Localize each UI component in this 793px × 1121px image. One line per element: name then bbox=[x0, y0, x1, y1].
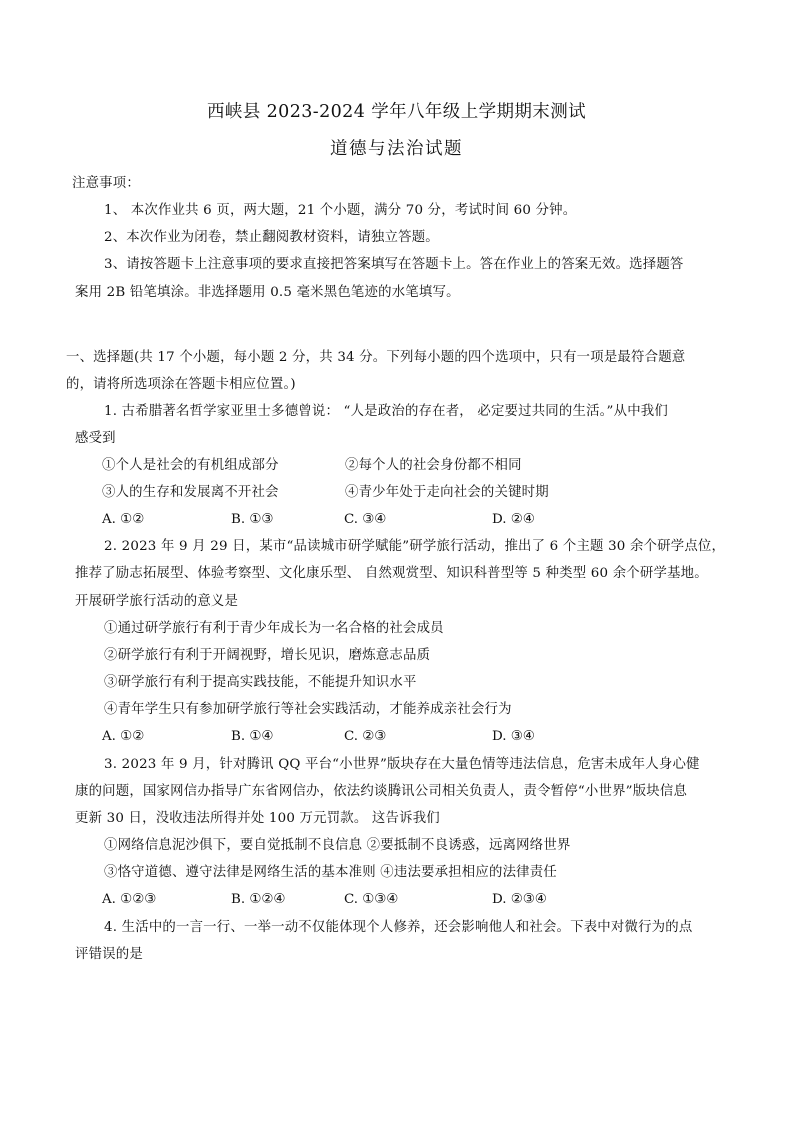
q1-option-d: D. ②④ bbox=[492, 512, 535, 527]
q3-option-b: B. ①②④ bbox=[231, 892, 286, 907]
q2-stem: 2. 2023 年 9 月 29 日，某市“品读城市研学赋能”研学旅行活动，推出了 6 个主题 30 余个研学点位， bbox=[104, 539, 726, 554]
notice-heading: 注意事项： bbox=[72, 176, 140, 191]
q3-statements-3-4: ③恪守道德、遵守法律是网络生活的基本准则 ④违法要承担相应的法律责任 bbox=[104, 865, 557, 880]
q1-stem-cont: 感受到 bbox=[75, 431, 116, 446]
q3-stem-cont-2: 更新 30 日，没收违法所得并处 100 万元罚款。 这告诉我们 bbox=[75, 811, 440, 826]
q1-option-b: B. ①③ bbox=[231, 512, 274, 527]
q1-option-a: A. ①② bbox=[102, 512, 145, 527]
q1-statement-3: ③人的生存和发展离不开社会 bbox=[102, 485, 279, 500]
q3-option-a: A. ①②③ bbox=[102, 892, 157, 907]
q2-statement-1: ①通过研学旅行有利于青少年成长为一名合格的社会成员 bbox=[104, 621, 444, 636]
exam-title: 西峡县 2023-2024 学年八年级上学期期末测试 bbox=[206, 102, 586, 122]
q2-stem-cont-1: 推荐了励志拓展型、体验考察型、文化康乐型、 自然观赏型、知识科普型等 5 种类型 60 余个研学基地。 bbox=[75, 566, 708, 581]
q3-option-d: D. ②③④ bbox=[492, 892, 547, 907]
q4-stem: 4. 生活中的一言一行、一举一动不仅能体现个人修养，还会影响他人和社会。下表中对微行为的点 bbox=[104, 920, 693, 935]
notice-item-3-cont: 案用 2B 铅笔填涂。非选择题用 0.5 毫米黑色笔迹的水笔填写。 bbox=[75, 285, 460, 300]
notice-item-2: 2、本次作业为闭卷，禁止翻阅教材资料，请独立答题。 bbox=[104, 230, 439, 245]
q3-option-c: C. ①③④ bbox=[344, 892, 399, 907]
q2-option-c: C. ②③ bbox=[344, 729, 387, 744]
q3-stem-cont-1: 康的问题，国家网信办指导广东省网信办，依法约谈腾讯公司相关负责人，责令暂停“小世界”版块信息 bbox=[75, 784, 688, 799]
q4-stem-cont: 评错误的是 bbox=[75, 947, 143, 962]
q1-statement-1: ①个人是社会的有机组成部分 bbox=[102, 458, 279, 473]
notice-item-3: 3、请按答题卡上注意事项的要求直接把答案填写在答题卡上。答在作业上的答案无效。选择题答 bbox=[104, 257, 684, 272]
q3-statements-1-2: ①网络信息泥沙俱下，要自觉抵制不良信息 ②要抵制不良诱惑，远离网络世界 bbox=[104, 838, 571, 853]
section-heading: 一、选择题(共 17 个小题，每小题 2 分，共 34 分。下列每小题的四个选项中，只有一项是最符合题意 bbox=[66, 350, 686, 365]
exam-subtitle: 道德与法治试题 bbox=[330, 139, 463, 159]
q1-stem: 1. 古希腊著名哲学家亚里士多德曾说： “人是政治的存在者， 必定要过共同的生活。”从中我们 bbox=[104, 404, 668, 419]
q1-statement-4: ④青少年处于走向社会的关键时期 bbox=[345, 485, 549, 500]
q2-option-a: A. ①② bbox=[102, 729, 145, 744]
q2-stem-cont-2: 开展研学旅行活动的意义是 bbox=[75, 594, 239, 609]
q2-statement-3: ③研学旅行有利于提高实践技能，不能提升知识水平 bbox=[104, 675, 417, 690]
q2-option-b: B. ①④ bbox=[231, 729, 274, 744]
q3-stem: 3. 2023 年 9 月，针对腾讯 QQ 平台“小世界”版块存在大量色情等违法信息，危害未成年人身心健 bbox=[104, 757, 700, 772]
notice-item-1: 1、 本次作业共 6 页，两大题，21 个小题，满分 70 分，考试时间 60 分钟。 bbox=[104, 203, 577, 218]
q1-option-c: C. ③④ bbox=[344, 512, 387, 527]
section-heading-cont: 的，请将所选项涂在答题卡相应位置。) bbox=[66, 377, 296, 392]
q2-option-d: D. ③④ bbox=[492, 729, 535, 744]
q2-statement-2: ②研学旅行有利于开阔视野，增长见识，磨炼意志品质 bbox=[104, 648, 431, 663]
q1-statement-2: ②每个人的社会身份都不相同 bbox=[345, 458, 522, 473]
q2-statement-4: ④青年学生只有参加研学旅行等社会实践活动，才能养成亲社会行为 bbox=[104, 702, 512, 717]
